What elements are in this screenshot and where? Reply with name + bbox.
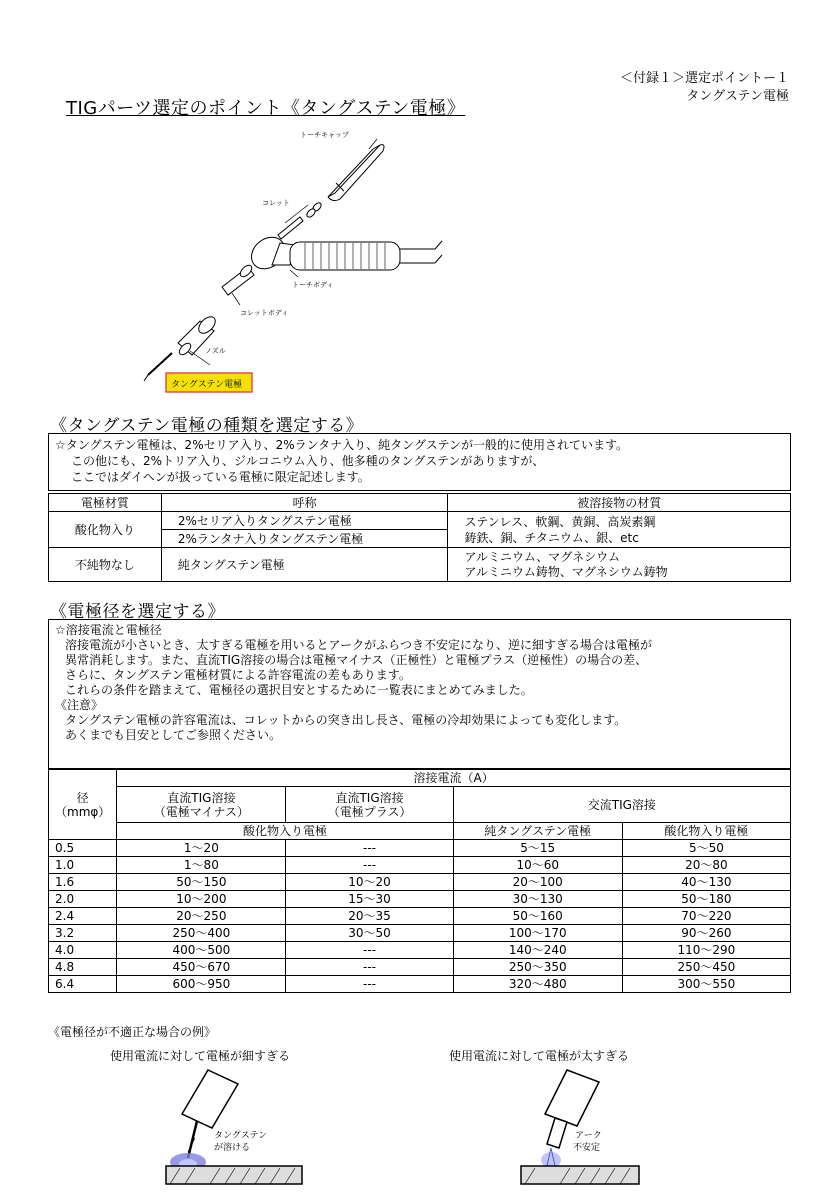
material-oxide: 酸化物入り [49,512,162,548]
section2-title: 《電極径を選定する》 [50,602,225,622]
header-material: 電極材質 [49,494,162,512]
pure-electrode-header: 純タングステン電極 [453,823,622,840]
thin-electrode-caption: 使用電流に対して電極が細すぎる [110,1049,291,1063]
table-row [49,908,791,925]
table-row [49,874,791,891]
note-line: この他にも、2%トリア入り、ジルコニウム入り、他多種のタングステンがありますが、 [71,454,545,468]
page-title: TIGパーツ選定のポイント《タングステン電極》 [66,98,466,119]
electrode-type-table [48,493,791,582]
torch-body-label: トーチボディ [292,281,334,289]
cell: 15～30 [286,891,453,908]
thin-electrode-illustration [150,1068,330,1190]
cell: 20～35 [286,908,453,925]
header-name: 呼称 [161,494,448,512]
cell: 10～60 [453,857,622,874]
target-oxide [448,512,791,548]
cell: 5～15 [453,840,622,857]
appendix-number: ＜付録１＞選定ポイントー１ [619,71,789,86]
torch-cap-drawing [328,145,384,201]
cell: 1.0 [49,857,117,874]
cell: 50～180 [622,891,790,908]
dc-plus-header: 直流TIG溶接 （電極プラス） [286,787,453,823]
diameter-header [49,770,117,840]
cell: 40～130 [622,874,790,891]
cell: 70～220 [622,908,790,925]
thick-electrode-caption: 使用電流に対して電極が太すぎる [449,1049,630,1063]
examples-title: 《電極径が不適正な場合の例》 [48,1025,217,1039]
table-row [49,840,791,857]
cell: 3.2 [49,925,117,942]
target-line: アルミニウム、マグネシウム [464,549,620,564]
cell: 320～480 [453,976,622,993]
collet-body-label: コレットボディ [240,309,289,317]
cell: 50～150 [117,874,286,891]
target-line: ステンレス、軟鋼、黄銅、高炭素鋼 [464,514,656,529]
cell: --- [286,857,453,874]
table-row [49,959,791,976]
target-pure [448,548,791,582]
cell: --- [286,959,453,976]
note-line: ここではダイヘンが扱っている電極に限定記述します。 [71,470,370,484]
note-line: あくまでも目安としてご参照ください。 [65,728,282,742]
cell: 250～350 [453,959,622,976]
diameter-unit: （mmφ） [55,804,111,819]
cell: 30～50 [286,925,453,942]
thin-label-2: が溶ける [214,1143,251,1153]
cell: 250～400 [117,925,286,942]
section1-note [48,433,791,491]
dc-minus-header: 直流TIG溶接 （電極マイナス） [117,787,286,823]
target-line: 鋳鉄、銅、チタニウム、銀、etc [464,530,639,545]
cell: 10～200 [117,891,286,908]
cell: 0.5 [49,840,117,857]
cell: 50～160 [453,908,622,925]
cell: 1～20 [117,840,286,857]
appendix-subtitle: タングステン電極 [686,89,789,104]
oxide-electrode-ac-header: 酸化物入り電極 [622,823,790,840]
collet-label: コレット [262,199,290,207]
section2-note [48,619,791,769]
diameter-label: 径 [76,790,89,805]
table-row [49,942,791,959]
section1-title: 《タングステン電極の種類を選定する》 [50,416,364,436]
thin-label-1: タングステン [214,1131,268,1141]
current-header: 溶接電流（A） [117,770,791,787]
cell: 140～240 [453,942,622,959]
cell: 30～130 [453,891,622,908]
cell: 5～50 [622,840,790,857]
ac-header: 交流TIG溶接 [453,787,790,823]
name-lanthana: 2%ランタナ入りタングステン電極 [161,530,448,548]
electrode-diameter-table [48,769,791,993]
appendix-label [620,70,789,106]
cell: 400～500 [117,942,286,959]
cell: --- [286,840,453,857]
cell: 450～670 [117,959,286,976]
note-line: これらの条件を踏まえて、電極径の選択目安とするために一覧表にまとめてみました。 [65,683,533,697]
cell: 6.4 [49,976,117,993]
torch-body-drawing [245,231,442,276]
oxide-electrode-header: 酸化物入り電極 [117,823,453,840]
cell: 100～170 [453,925,622,942]
note-line: ☆溶接電流と電極径 [55,623,162,637]
target-line: アルミニウム鋳物、マグネシウム鋳物 [464,564,668,579]
note-line: 溶接電流が小さいとき、太すぎる電極を用いるとアークがふらつき不安定になり、逆に細すぎる場合は電極が [65,638,653,652]
cell: 20～100 [453,874,622,891]
table-row [49,857,791,874]
table-row [49,976,791,993]
thick-electrode-illustration [505,1068,665,1190]
name-pure: 純タングステン電極 [161,548,448,582]
cell: 300～550 [622,976,790,993]
cell: 600～950 [117,976,286,993]
cell: 2.0 [49,891,117,908]
note-line: さらに、タングステン電極材質による許容電流の差もあります。 [65,668,411,682]
cell: 10～20 [286,874,453,891]
note-line: 異常消耗します。また、直流TIG溶接の場合は電極マイナス（正極性）と電極プラス（逆極性）の場合の差、 [65,653,648,667]
note-line: タングステン電極の許容電流は、コレットからの突き出し長さ、電極の冷却効果によっても変化します。 [65,713,627,727]
table-row [49,891,791,908]
cell: 2.4 [49,908,117,925]
cell: 20～250 [117,908,286,925]
nozzle-label: ノズル [205,347,226,355]
cell: --- [286,976,453,993]
cell: 1.6 [49,874,117,891]
header-target: 被溶接物の材質 [448,494,791,512]
cell: --- [286,942,453,959]
cell: 20～80 [622,857,790,874]
tungsten-label: タングステン電極 [171,380,243,390]
note-line: 《注意》 [55,698,104,712]
table-row [49,925,791,942]
torch-parts-diagram [130,125,460,400]
cell: 110～290 [622,942,790,959]
cell: 4.0 [49,942,117,959]
cell: 90～260 [622,925,790,942]
material-pure: 不純物なし [49,548,162,582]
cell: 1～80 [117,857,286,874]
thick-label-2: 不安定 [573,1143,601,1153]
name-ceria: 2%セリア入りタングステン電極 [161,512,448,530]
torch-cap-label: トーチキャップ [300,131,349,139]
thick-label-1: アーク [575,1131,602,1141]
note-line: ☆タングステン電極は、2%セリア入り、2%ランタナ入り、純タングステンが一般的に使用されています。 [55,438,628,452]
cell: 250～450 [622,959,790,976]
cell: 4.8 [49,959,117,976]
